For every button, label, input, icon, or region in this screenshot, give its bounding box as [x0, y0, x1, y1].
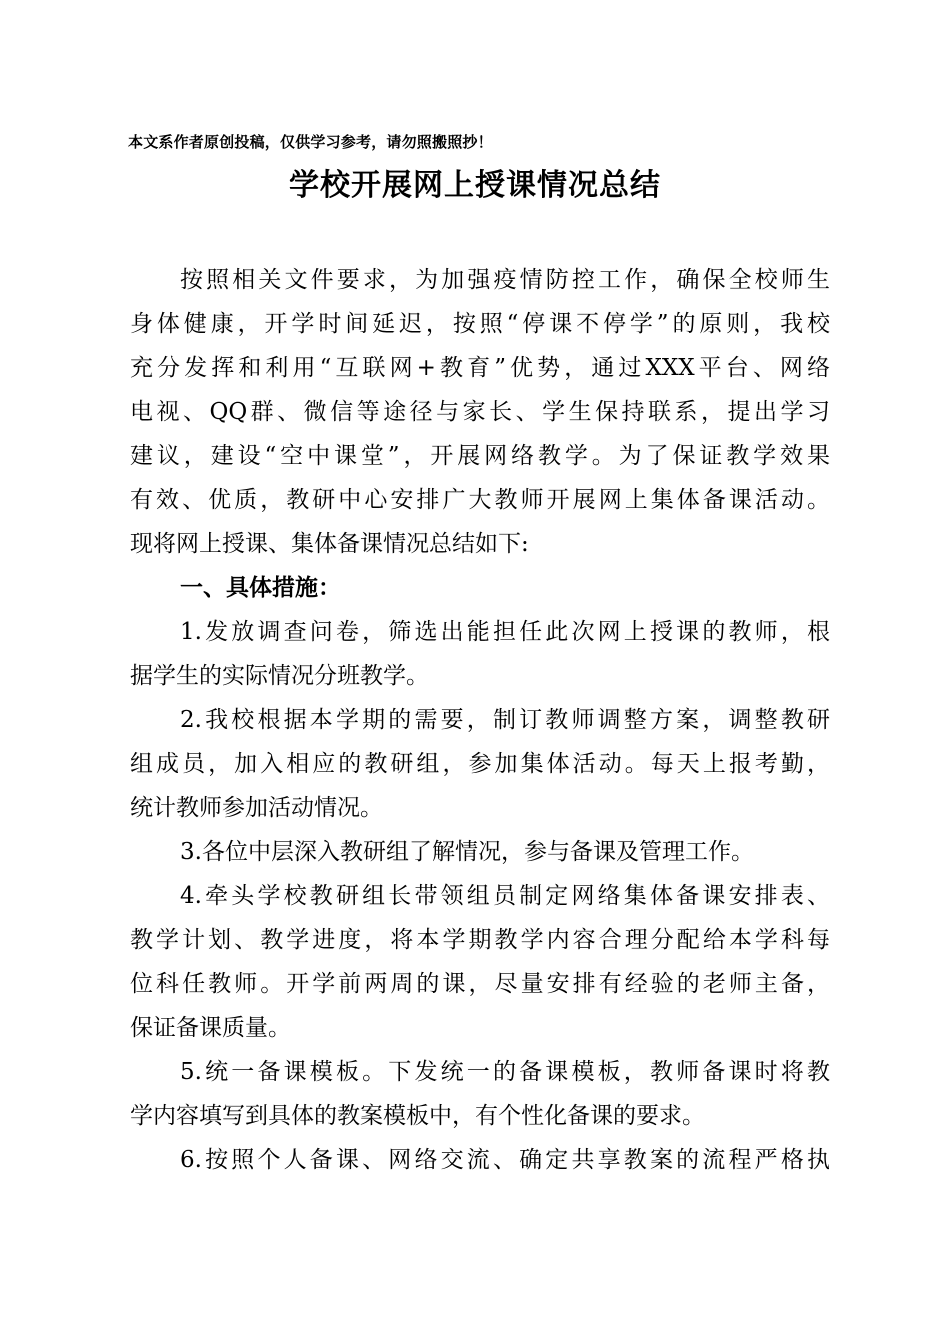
body-line: 位科任教师。开学前两周的课，尽量安排有经验的老师主备，	[130, 971, 830, 997]
body-line: 电视、QQ群、微信等途径与家长、学生保持联系，提出学习	[130, 399, 830, 425]
body-line: 建议，建设“空中课堂”，开展网络教学。为了保证教学效果	[130, 443, 830, 469]
body-line: 5.统一备课模板。下发统一的备课模板，教师备课时将教	[180, 1059, 830, 1085]
document-body	[130, 258, 830, 1182]
body-line: 按照相关文件要求，为加强疫情防控工作，确保全校师生	[180, 267, 830, 293]
body-line: 4.牵头学校教研组长带领组员制定网络集体备课安排表、	[180, 883, 830, 909]
body-line: 学内容填写到具体的教案模板中，有个性化备课的要求。	[130, 1103, 705, 1129]
body-line: 3.各位中层深入教研组了解情况，参与备课及管理工作。	[180, 839, 754, 865]
body-line: 有效、优质，教研中心安排广大教师开展网上集体备课活动。	[130, 487, 830, 513]
body-line: 1.发放调查问卷，筛选出能担任此次网上授课的教师，根	[180, 619, 830, 645]
page-title: 学校开展网上授课情况总结	[289, 168, 661, 203]
body-line: 统计教师参加活动情况。	[130, 795, 383, 821]
body-line: 充分发挥和利用“互联网+教育”优势，通过XXX平台、网络	[130, 355, 830, 381]
body-line: 组成员，加入相应的教研组，参加集体活动。每天上报考勤，	[130, 751, 830, 777]
body-line: 保证备课质量。	[130, 1015, 291, 1041]
body-line: 教学计划、教学进度，将本学期教学内容合理分配给本学科每	[130, 927, 830, 953]
body-line: 2.我校根据本学期的需要，制订教师调整方案，调整教研	[180, 707, 830, 733]
body-line: 据学生的实际情况分班教学。	[130, 663, 429, 689]
body-line: 6.按照个人备课、网络交流、确定共享教案的流程严格执	[180, 1147, 830, 1173]
section-heading: 一、具体措施：	[180, 574, 341, 601]
body-line: 现将网上授课、集体备课情况总结如下:	[130, 531, 529, 557]
body-line: 身体健康，开学时间延迟，按照“停课不停学”的原则，我校	[130, 311, 830, 337]
copyright-notice: 本文系作者原创投稿，仅供学习参考，请勿照搬照抄！	[128, 133, 493, 151]
